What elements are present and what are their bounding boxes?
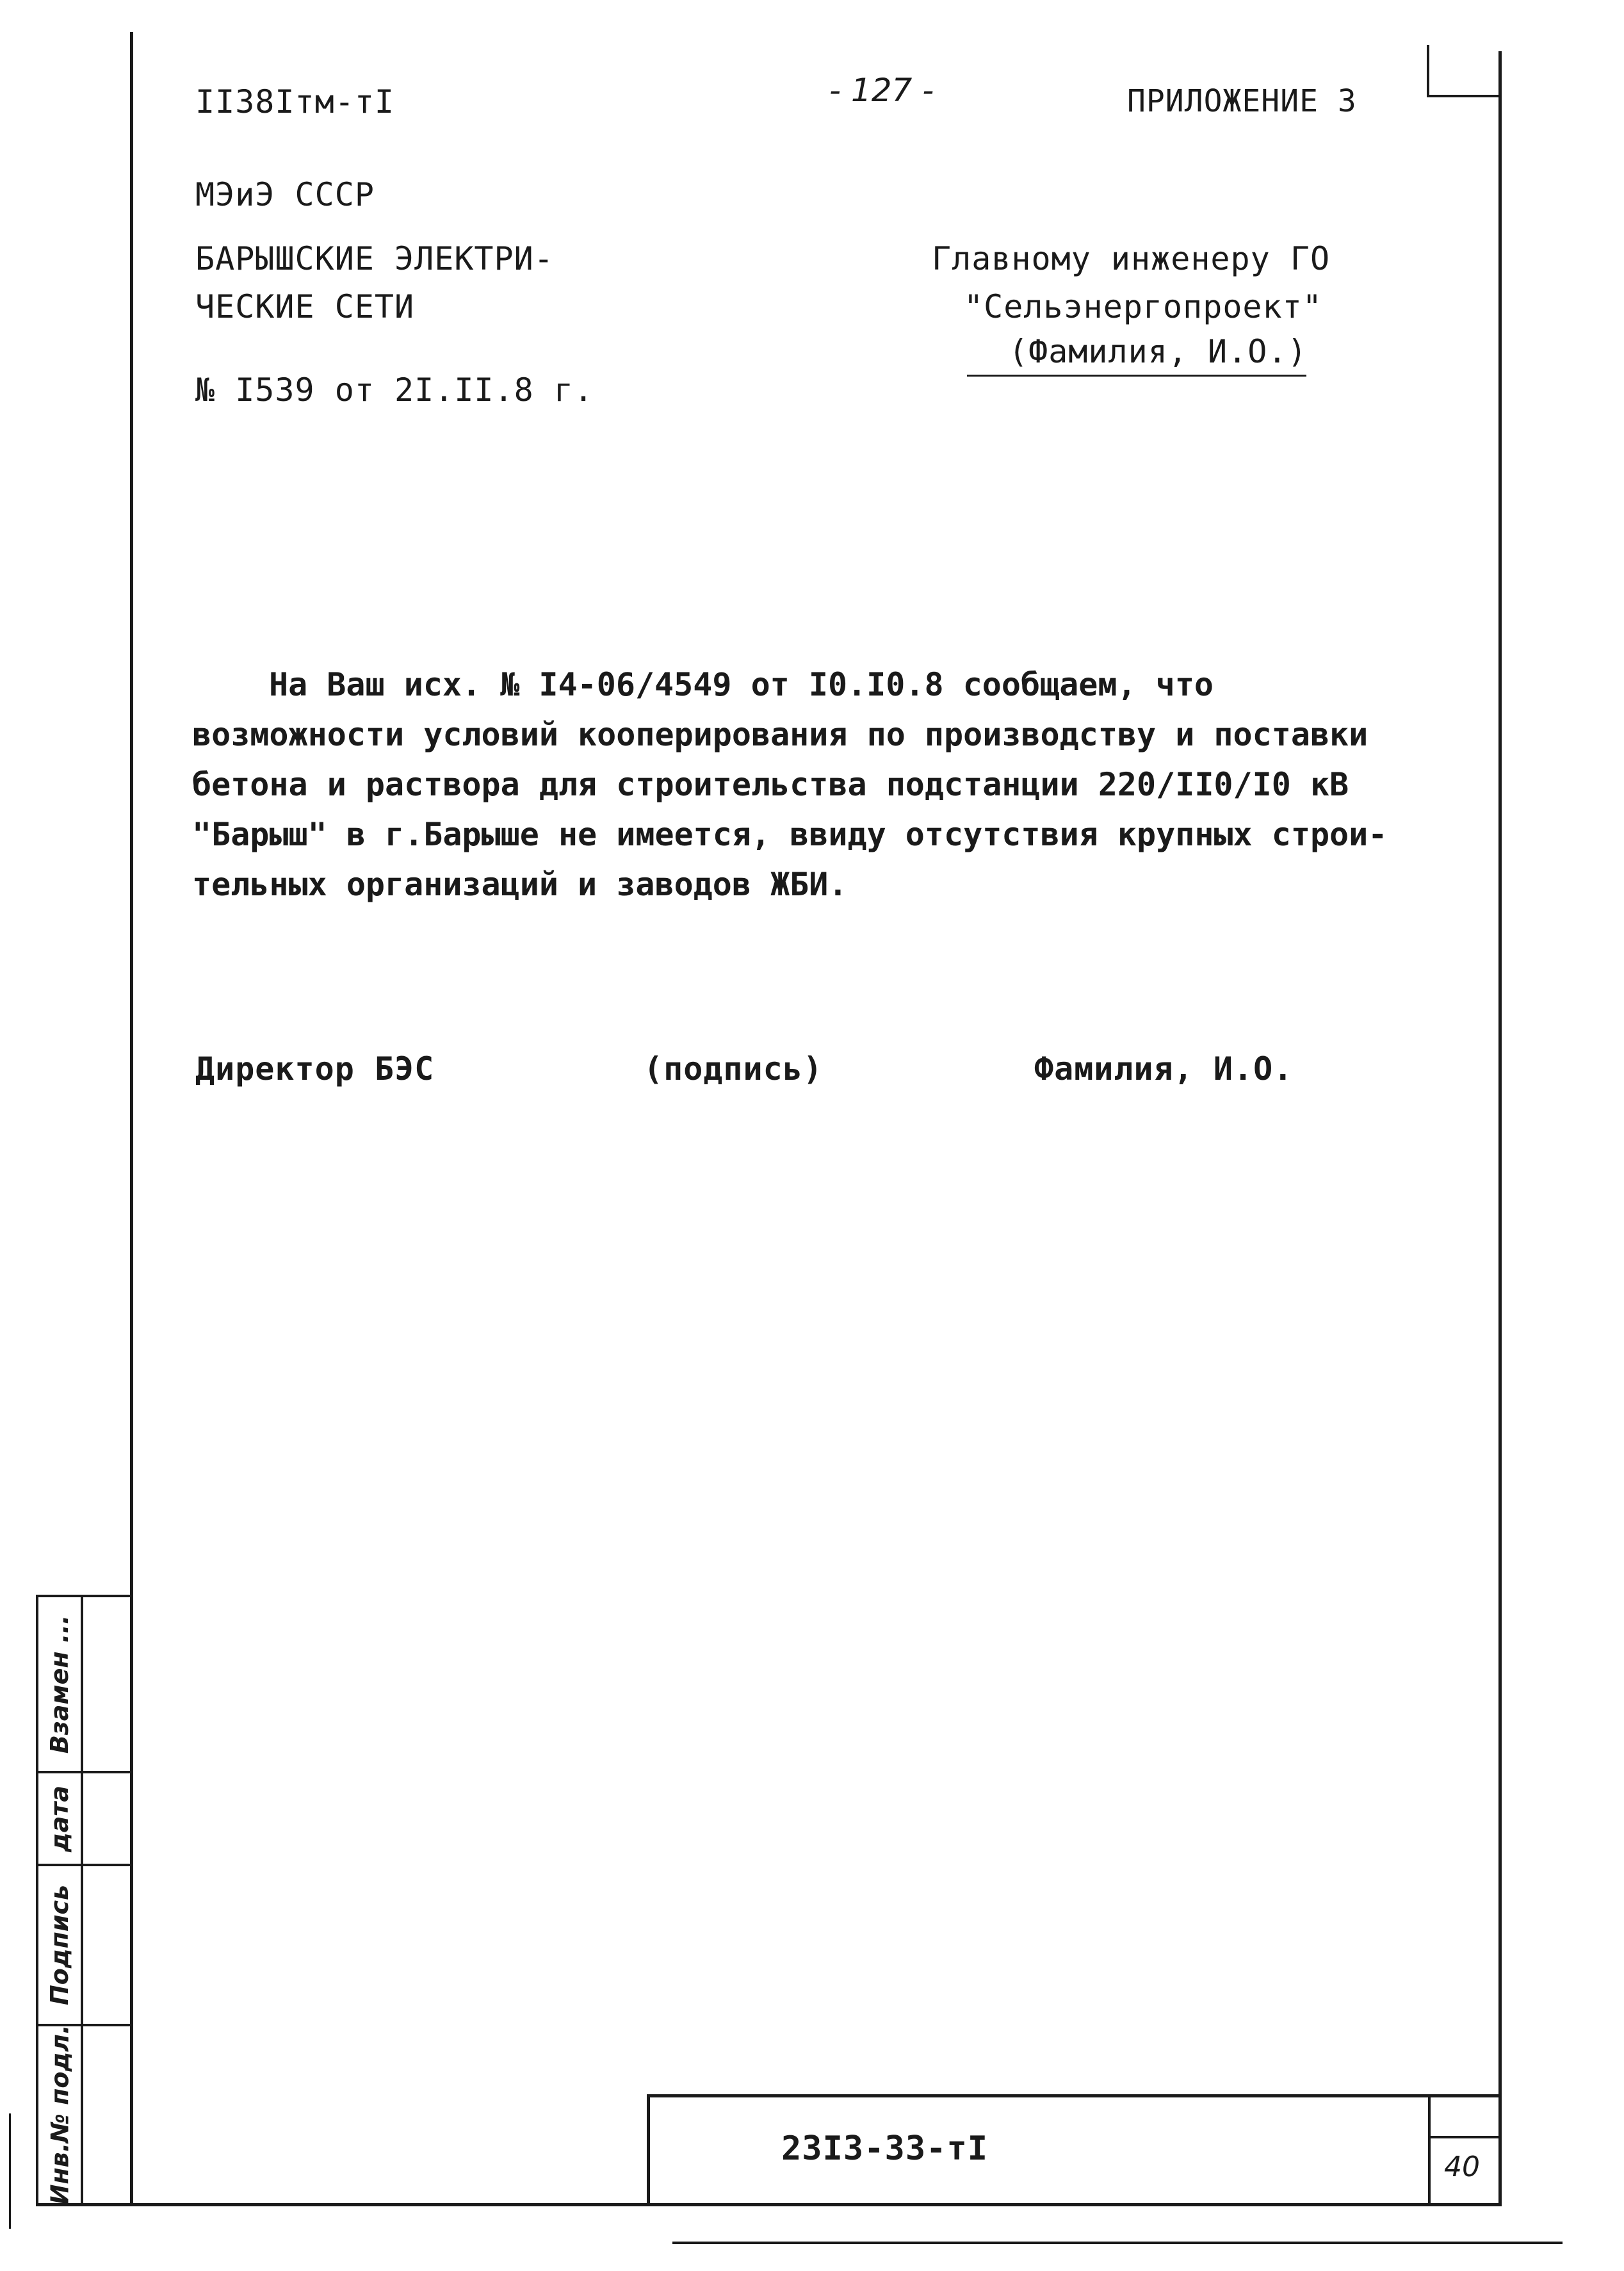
- side-cell-date: дата: [45, 1785, 74, 1852]
- side-margin-stroke: [9, 2113, 11, 2229]
- side-cell-inventory: Инв.№ подл.: [45, 2024, 74, 2205]
- body-line: На Ваш исх. № I4-06/4549 от I0.I0.8 сообщаем, что: [269, 666, 1214, 703]
- stamp-sheet-number: 40: [1444, 2151, 1480, 2183]
- corner-mark-vertical: [1427, 45, 1429, 96]
- frame-bottom-border: [38, 2203, 1502, 2206]
- stamp-left-border: [647, 2094, 650, 2206]
- letter-body: [192, 660, 1409, 909]
- stamp-sheet-divider: [1428, 2136, 1500, 2138]
- corner-mark-horizontal: [1427, 95, 1500, 97]
- frame-right-border: [1498, 51, 1502, 2206]
- body-line: тельных организаций и заводов ЖБИ.: [192, 866, 848, 903]
- side-cell-replacement: Взамен ...: [45, 1615, 74, 1754]
- signatory-name: Фамилия, И.О.: [1034, 1050, 1294, 1087]
- body-line: возможности условий кооперирования по производству и поставки: [192, 716, 1368, 753]
- stamp-top-border: [647, 2094, 1500, 2097]
- body-line: бетона и раствора для строительства подстанции 220/II0/I0 кВ: [192, 766, 1349, 803]
- appendix-label: ПРИЛОЖЕНИЕ 3: [1127, 83, 1357, 119]
- recipient-line-2: "Сельэнергопроект": [964, 288, 1322, 325]
- organization-line-1: БАРЫШСКИЕ ЭЛЕКТРИ-: [195, 240, 554, 277]
- outgoing-reference: № I539 от 2I.II.8 г.: [195, 371, 594, 409]
- doc-code: II38Iтм-тI: [195, 83, 395, 120]
- bottom-offset-line: [672, 2242, 1563, 2244]
- recipient-underline: [967, 375, 1306, 377]
- body-line: "Барыш" в г.Барыше не имеется, ввиду отсутствия крупных строи-: [192, 816, 1388, 853]
- signatory-title: Директор БЭС: [195, 1050, 435, 1087]
- frame-left-border: [130, 32, 133, 2206]
- recipient-line-3: (Фамилия, И.О.): [1009, 333, 1308, 370]
- stamp-sheet-left-border: [1428, 2094, 1431, 2206]
- signature-placeholder: (подпись): [644, 1050, 823, 1087]
- ministry-label: МЭиЭ СССР: [195, 176, 375, 213]
- page-number: - 127 -: [829, 72, 934, 109]
- recipient-line-1: Главному инженеру ГО: [932, 240, 1331, 277]
- side-cell-signature: Подпись: [45, 1884, 74, 2006]
- stamp-document-code: 23I3-33-тI: [781, 2129, 989, 2168]
- organization-line-2: ЧЕСКИЕ СЕТИ: [195, 288, 415, 325]
